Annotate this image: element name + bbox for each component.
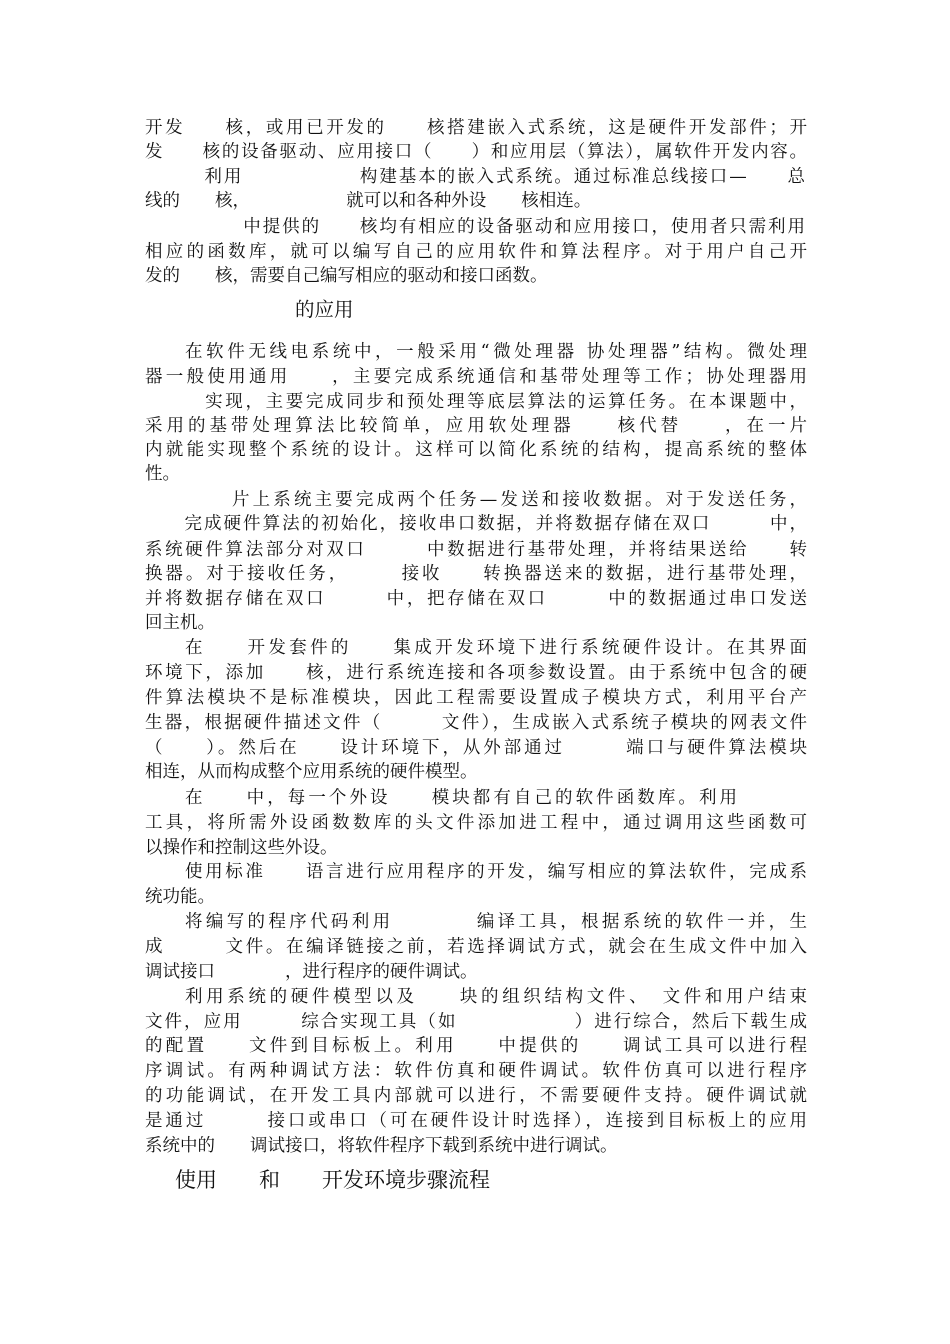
text-line: 系统中的 调试接口，将软件程序下载到系统中进行调试。	[145, 1136, 618, 1156]
section-heading: 使用 和 开发环境步骤流程	[175, 1168, 490, 1192]
text-line: 开发 核，或用已开发的 核搭建嵌入式系统，这是硬件开发部件；开	[145, 118, 807, 138]
text-line: 回主机。	[145, 613, 215, 633]
text-line: 发 核的设备驱动、应用接口（ ）和应用层（算法），属软件开发内容。	[145, 142, 807, 162]
text-line: 利用系统的硬件模型以及 块的组织结构文件、 文件和用户结束	[185, 987, 807, 1007]
text-line: 在 开发套件的 集成开发环境下进行系统硬件设计。在其界面	[185, 638, 807, 658]
text-line: 生器，根据硬件描述文件（ 文件），生成嵌入式系统子模块的网表文件	[145, 713, 807, 733]
text-line: 的配置 文件到目标板上。利用 中提供的 调试工具可以进行程	[145, 1036, 807, 1056]
text-line: 调试接口 ，进行程序的硬件调试。	[145, 962, 478, 982]
text-line: 线的 核， 就可以和各种外设 核相连。	[145, 191, 592, 211]
text-line: 实现，主要完成同步和预处理等底层算法的运算任务。在本课题中，	[185, 392, 807, 412]
text-line: 内就能实现整个系统的设计。这样可以简化系统的结构，提高系统的整体	[145, 440, 807, 460]
text-line: 片上系统主要完成两个任务—发送和接收数据。对于发送任务，	[232, 490, 807, 510]
text-line: 将编写的程序代码利用 编译工具，根据系统的软件一并，生	[185, 912, 807, 932]
text-line: 系统硬件算法部分对双口 中数据进行基带处理，并将结果送给 转	[145, 540, 807, 560]
text-line: 的功能调试，在开发工具内部就可以进行，不需要硬件支持。硬件调试就	[145, 1086, 807, 1106]
text-line: 发的 核，需要自己编写相应的驱动和接口函数。	[145, 266, 548, 286]
text-line: 相连，从而构成整个应用系统的硬件模型。	[145, 762, 478, 782]
text-line: 相应的函数库，就可以编写自己的应用软件和算法程序。对于用户自己开	[145, 242, 807, 262]
text-line: 序调试。有两种调试方法：软件仿真和硬件调试。软件仿真可以进行程序	[145, 1061, 807, 1081]
text-line: 统功能。	[145, 887, 215, 907]
text-line: （ ）。然后在 设计环境下，从外部通过 端口与硬件算法模块	[145, 738, 807, 758]
text-line: 在 中，每一个外设 模块都有自己的软件函数库。利用	[185, 788, 737, 808]
text-line: 并将数据存储在双口 中，把存储在双口 中的数据通过串口发送	[145, 589, 807, 609]
text-line: 完成硬件算法的初始化，接收串口数据，并将数据存储在双口 中，	[165, 514, 807, 534]
text-line: 采用的基带处理算法比较简单，应用软处理器 核代替 ，在一片	[145, 416, 807, 436]
text-line: 工具，将所需外设函数数库的头文件添加进工程中，通过调用这些函数可	[145, 813, 807, 833]
text-line: 换器。对于接收任务， 接收 转换器送来的数据，进行基带处理，	[145, 564, 807, 584]
text-line: 利用 构建基本的嵌入式系统。通过标准总线接口— 总	[185, 167, 805, 187]
text-line: 环境下，添加 核，进行系统连接和各项参数设置。由于系统中包含的硬	[145, 663, 807, 683]
section-heading: 的应用	[295, 298, 354, 321]
text-line: 性。	[145, 464, 180, 484]
text-line: 中提供的 核均有相应的设备驱动和应用接口，使用者只需利用	[185, 217, 805, 237]
text-line: 成 文件。在编译链接之前，若选择调试方式，就会在生成文件中加入	[145, 937, 807, 957]
text-line: 使用标准 语言进行应用程序的开发，编写相应的算法软件，完成系	[185, 862, 807, 882]
text-line: 器一般使用通用 ，主要完成系统通信和基带处理等工作；协处理器用	[145, 367, 807, 387]
text-line: 在软件无线电系统中，一般采用“微处理器 协处理器”结构。微处理	[185, 342, 807, 362]
text-line: 文件，应用 综合实现工具（如 ）进行综合，然后下载生成	[145, 1012, 807, 1032]
text-line: 以操作和控制这些外设。	[145, 838, 338, 858]
text-line: 是通过 接口或串口（可在硬件设计时选择），连接到目标板上的应用	[145, 1111, 807, 1131]
text-line: 件算法模块不是标准模块，因此工程需要设置成子模块方式，利用平台产	[145, 688, 807, 708]
